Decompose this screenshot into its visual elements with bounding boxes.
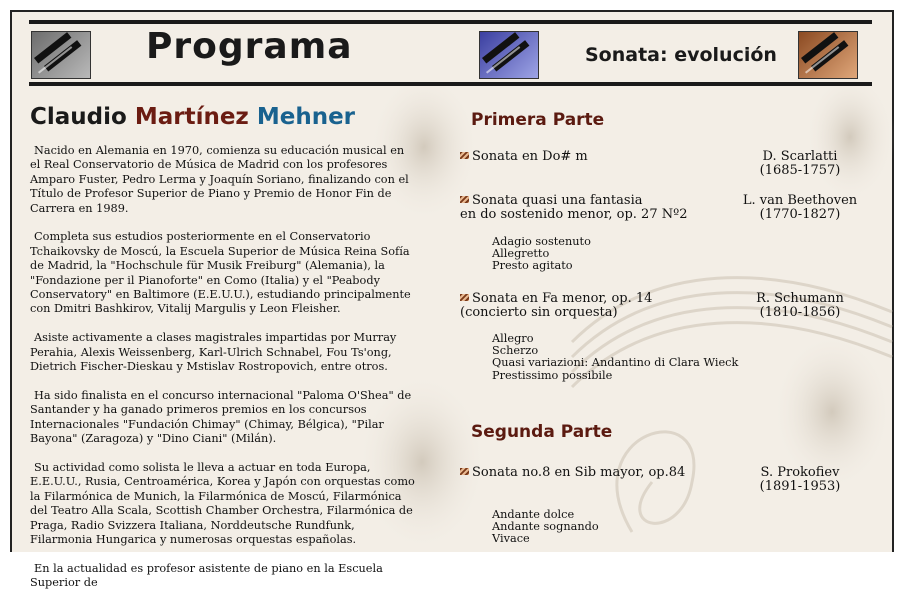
work-title: Sonata no.8 en Sib mayor, op.84 — [460, 466, 750, 480]
movement: Allegro — [492, 332, 534, 345]
work-title: Sonata en Do# m — [460, 150, 750, 164]
movement: Presto agitato — [492, 259, 573, 273]
bio-paragraph: Nacido en Alemania en 1970, comienza su educación musical en el Real Conservatorio de Música de Madrid con los profesores Amparo Fuster, Pedro Lerma y Joaquín Soriano, finalizando con el Título de Profesor Superior de Piano y Premio de Honor Fin de Carrera en 1989. — [30, 144, 409, 215]
piano-keys-tan-icon — [798, 31, 858, 79]
movement: Adagio sostenuto — [492, 235, 591, 248]
page-title: Programa — [146, 26, 353, 67]
program-item-prokofiev — [460, 466, 870, 496]
bullet-icon — [460, 294, 469, 301]
composer: S. Prokofiev (1891-1953) — [759, 465, 841, 495]
piano-keys-blue-icon — [479, 31, 539, 79]
artist-name — [30, 104, 355, 130]
composer: D. Scarlatti (1685-1757) — [759, 149, 841, 179]
program-item-beethoven — [460, 194, 870, 224]
program-item-scarlatti — [460, 150, 870, 180]
bio-paragraph: Su actividad como solista le lleva a actuar en toda Europa, E.E.U.U., Rusia, Centroamérica, Korea y Japón con orquestas como la Filarmónica de Munich, la Filarmónica de Moscú, Filarmónica del Teatro Alla Scala, Scottish Chamber Orchestra, Filarmónica de Praga, Radio Svizzera Italiana, Norddeutsche Rundfunk, Filarmonia Hungarica y numerosas orquestas españolas. — [30, 460, 415, 546]
work-title: Sonata en Fa menor, op. 14 (concierto sin orquesta) — [460, 291, 653, 321]
composer: L. van Beethoven (1770-1827) — [742, 193, 858, 223]
artist-middle-name: Martínez — [134, 104, 249, 130]
artist-first-name: Claudio — [30, 104, 127, 130]
artist-last-name: Mehner — [256, 104, 356, 130]
bullet-icon — [460, 152, 469, 159]
page-subtitle: Sonata: evolución — [585, 44, 777, 66]
program-item-schumann — [460, 292, 870, 322]
piano-keys-gray-icon — [31, 31, 91, 79]
movement: Scherzo — [492, 344, 539, 358]
movement-list — [492, 236, 591, 273]
bullet-icon — [460, 468, 469, 475]
bio-paragraph: Ha sido finalista en el concurso internacional "Paloma O'Shea" de Santander y ha ganado primeros premios en los concursos Internacionales "Fundación Chimay" (Chimay, Bélgica), "Pilar Bayona" (Zaragoza) y "Dino Ciani" (Milán). — [30, 388, 412, 446]
bio-paragraph: En la actualidad es profesor asistente de piano en la Escuela Superior de — [30, 561, 383, 590]
section-title-segunda-parte: Segunda Parte — [471, 422, 613, 442]
movement: Andante sognando — [492, 520, 599, 534]
section-title-primera-parte: Primera Parte — [471, 110, 605, 130]
work-title: Sonata quasi una fantasia en do sostenido menor, op. 27 Nº2 — [460, 193, 688, 223]
movement: Vivace — [492, 532, 530, 546]
portrait-faded-top-right — [805, 72, 895, 202]
program-page — [10, 10, 894, 590]
artist-biography — [30, 144, 416, 605]
bio-paragraph: Asiste activamente a clases magistrales impartidas por Murray Perahia, Alexis Weissenberg, Karl-Ulrich Schnabel, Fou Ts'ong, Dietrich Fischer-Dieskau y Mstislav Rostropovich, entre otros. — [30, 331, 397, 374]
header-rule-top — [29, 20, 872, 24]
bullet-icon — [460, 196, 469, 203]
movement: Prestissimo possibile — [492, 368, 613, 382]
bio-paragraph: Completa sus estudios posteriormente en el Conservatorio Tchaikovsky de Moscú, la Escuela Superior de Música Reina Sofía de Madrid, la "Hochschule für Musik Freiburg" (Alemania), la "Fondazione per il Pianoforte" en Como (Italia) y el "Peabody Conservatory" en Baltimore (E.E.U.U.), estudiando principalmente con Dmitri Bashkirov, Vitalij Margulis y Leon Fleisher. — [30, 230, 411, 316]
composer: R. Schumann (1810-1856) — [756, 291, 844, 321]
movement: Andante dolce — [492, 508, 575, 521]
header-rule-bottom — [29, 82, 872, 86]
movement: Quasi variazioni: Andantino di Clara Wieck — [492, 356, 739, 370]
movement: Allegretto — [492, 247, 550, 261]
movement-list — [492, 509, 599, 546]
movement-list — [492, 333, 738, 382]
